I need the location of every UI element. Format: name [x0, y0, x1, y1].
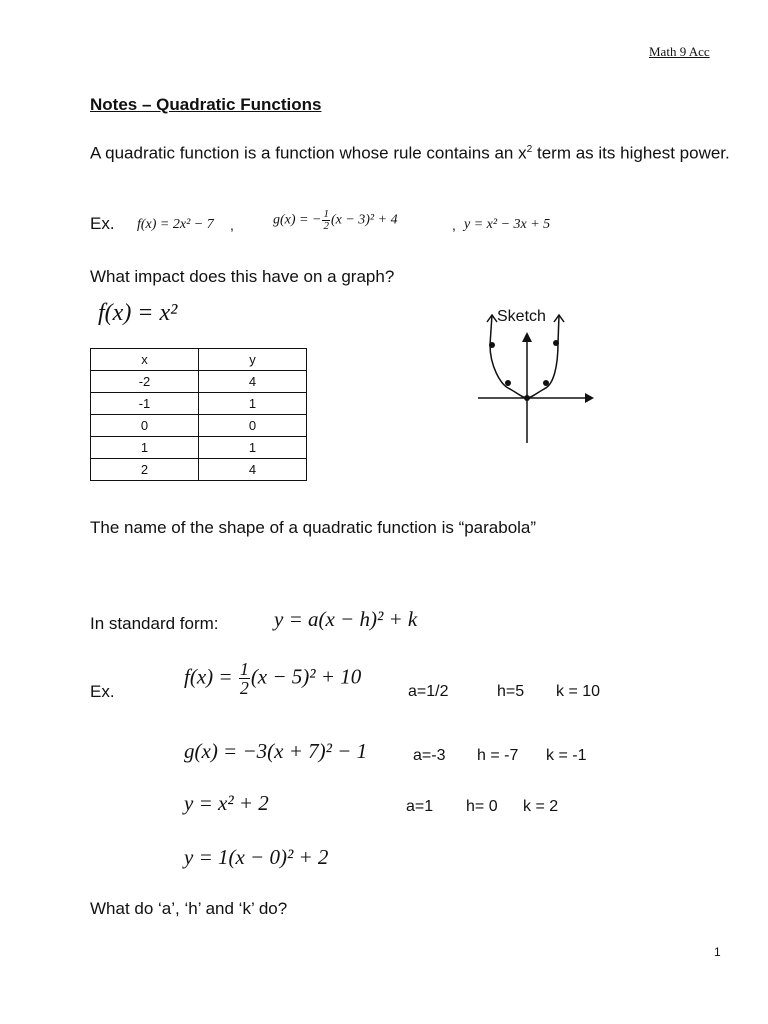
table-row: [91, 393, 307, 415]
example-3-equation: y = x² + 2: [184, 791, 269, 815]
table-cell: 1: [199, 437, 307, 459]
table-row: [91, 437, 307, 459]
examples-intro-label: Ex.: [90, 214, 115, 233]
parabola-curve: [490, 315, 559, 398]
impact-question: What impact does this have on a graph?: [90, 267, 395, 286]
table-row: [91, 371, 307, 393]
definition-text: A quadratic function is a function whose rule contains an x: [90, 143, 527, 163]
example-g-prefix: g(x) = −: [273, 212, 322, 228]
example-2-h: h = -7: [477, 747, 519, 764]
plot-point: [524, 395, 530, 401]
example-g-frac-num: 1: [323, 208, 329, 220]
table-cell: 4: [199, 371, 307, 393]
closing-question: What do ‘a’, ‘h’ and ‘k’ do?: [90, 899, 288, 918]
table-cell: 4: [199, 459, 307, 481]
page-number: 1: [714, 945, 721, 959]
example-separator-2: ,: [452, 217, 456, 233]
example-1-frac-num: 1: [239, 659, 249, 679]
table-cell: 2: [91, 459, 199, 481]
parent-function: f(x) = x²: [98, 300, 178, 326]
y-axis-arrowhead: [522, 332, 532, 342]
shape-sentence: The name of the shape of a quadratic function is “parabola”: [90, 518, 537, 537]
plot-point: [543, 380, 549, 386]
example-1-prefix: f(x) =: [184, 664, 238, 689]
table-header-row: [91, 349, 307, 371]
table-header-x: x: [91, 349, 199, 371]
table-row: [91, 415, 307, 437]
standard-form-label: In standard form:: [90, 614, 219, 633]
course-label: Math 9 Acc: [649, 44, 710, 59]
example-1-k: k = 10: [556, 683, 601, 700]
table-cell: 1: [199, 393, 307, 415]
definition-text-end: term as its highest power.: [532, 143, 730, 163]
x-axis-arrowhead: [585, 393, 594, 403]
page-title: Notes – Quadratic Functions: [90, 95, 322, 114]
table-cell: -2: [91, 371, 199, 393]
example-1-h: h=5: [497, 683, 525, 700]
table-header-y: y: [199, 349, 307, 371]
example-2-k: k = -1: [546, 747, 587, 764]
definition-exponent: 2: [526, 144, 533, 155]
values-table: [90, 348, 307, 481]
table-cell: -1: [91, 393, 199, 415]
examples-label: Ex.: [90, 682, 115, 701]
example-g-suffix: (x − 3)² + 4: [330, 212, 398, 228]
example-2-equation: g(x) = −3(x + 7)² − 1: [184, 739, 368, 763]
example-2-a: a=-3: [413, 747, 446, 764]
example-4-equation: y = 1(x − 0)² + 2: [184, 845, 329, 869]
example-1-a: a=1/2: [408, 683, 449, 700]
definition-paragraph: [90, 135, 740, 169]
table-cell: 0: [91, 415, 199, 437]
table-cell: 1: [91, 437, 199, 459]
sketch-label: Sketch: [497, 308, 546, 325]
table-row: [91, 459, 307, 481]
plot-point: [553, 340, 559, 346]
plot-point: [489, 342, 495, 348]
example-g-equation: [273, 209, 398, 232]
parabola-sketch: [470, 305, 600, 450]
example-1-frac-den: 2: [239, 678, 249, 698]
plot-point: [505, 380, 511, 386]
example-separator-1: ,: [230, 217, 234, 233]
example-1-suffix: (x − 5)² + 10: [250, 664, 362, 689]
example-y-equation: y = x² − 3x + 5: [464, 217, 551, 232]
example-g-frac-den: 2: [323, 220, 329, 232]
standard-form-equation: y = a(x − h)² + k: [274, 607, 418, 631]
example-3-h: h= 0: [466, 798, 498, 815]
example-3-k: k = 2: [523, 798, 559, 815]
example-1-equation: [184, 660, 361, 697]
example-f-equation: f(x) = 2x² − 7: [137, 217, 214, 232]
table-cell: 0: [199, 415, 307, 437]
example-3-a: a=1: [406, 798, 434, 815]
